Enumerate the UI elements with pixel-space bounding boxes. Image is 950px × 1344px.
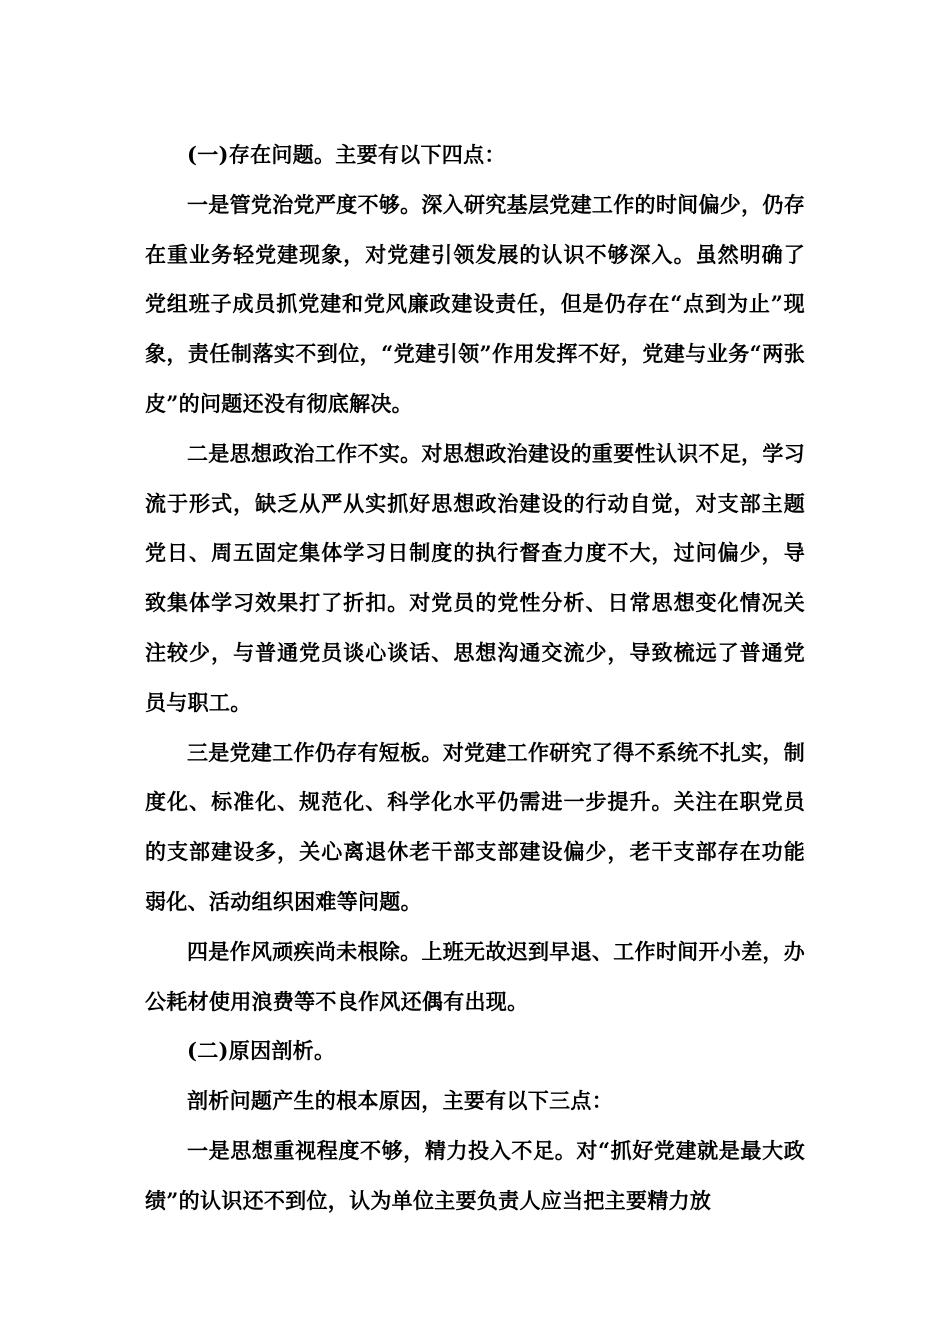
heading-problems: (一)存在问题。主要有以下四点： <box>187 142 506 167</box>
paragraph-problem-1: 一是管党治党严度不够。深入研究基层党建工作的时间偏少，仍存在重业务轻党建现象，对党建引领发展的认识不够深入。虽然明确了党组班子成员抓党建和党风廉政建设责任，但是仍存在“点到为止”现象，责任制落实不到位，“党建引领”作用发挥不好，党建与业务“两张皮”的问题还没有彻底解决。 <box>145 191 805 416</box>
document-body <box>145 130 805 1226</box>
heading-cause-analysis: (二)原因剖析。 <box>187 1038 336 1064</box>
paragraph-cause-intro: 剖析问题产生的根本原因，主要有以下三点： <box>187 1088 613 1114</box>
paragraph-cause-1: 一是思想重视程度不够，精力投入不足。对“抓好党建就是最大政绩”的认识还不到位，认为单位主要负责人应当把主要精力放 <box>145 1137 805 1213</box>
paragraph-problem-4: 四是作风顽疾尚未根除。上班无故迟到早退、工作时间开小差，办公耗材使用浪费等不良作风还偶有出现。 <box>145 938 805 1014</box>
paragraph-problem-3: 三是党建工作仍存有短板。对党建工作研究了得不系统不扎实，制度化、标准化、规范化、科学化水平仍需进一步提升。关注在职党员的支部建设多，关心离退休老干部支部建设偏少，老干支部存在功能弱化、活动组织困难等问题。 <box>145 739 805 914</box>
paragraph-problem-2: 二是思想政治工作不实。对思想政治建设的重要性认识不足，学习流于形式，缺乏从严从实抓好思想政治建设的行动自觉，对支部主题党日、周五固定集体学习日制度的执行督查力度不大，过问偏少，导致集体学习效果打了折扣。对党员的党性分析、日常思想变化情况关注较少，与普通党员谈心谈话、思想沟通交流少，导致梳远了普通党员与职工。 <box>145 440 805 715</box>
